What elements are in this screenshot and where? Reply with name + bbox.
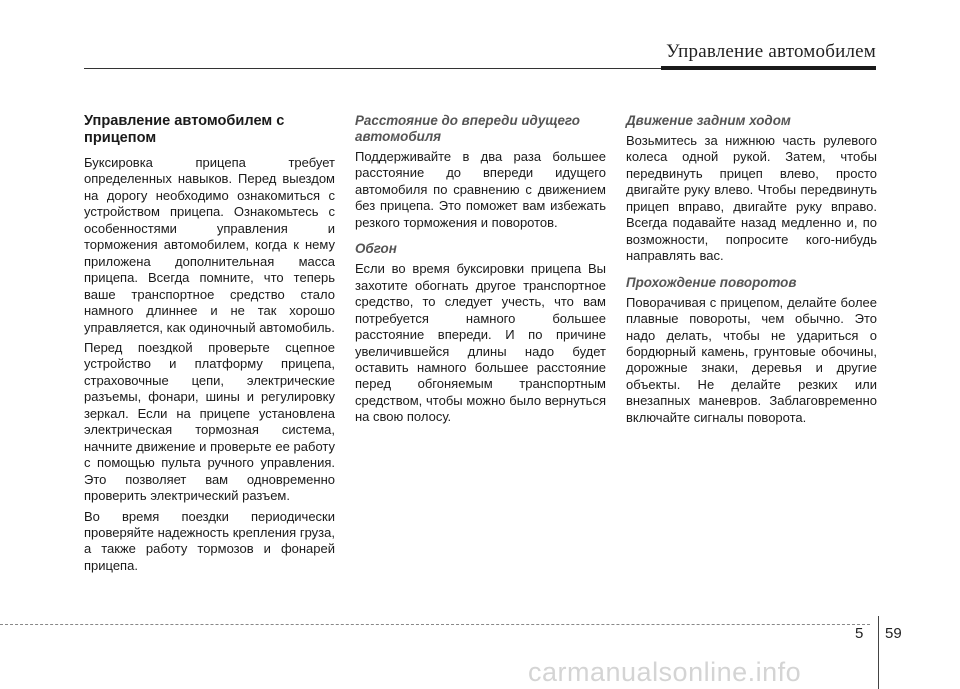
watermark: carmanualsonline.info [528, 657, 802, 687]
paragraph: Перед поездкой проверьте сцепное устройство и платформу прицепа, страховочные цепи, электрические разъемы, фонари, шины и регулировку зеркал. Если на прицепе установлена электрическая тормозная система, начните движение и проверьте ее работу с помощью пульта ручного управления. Это позволяет вам одновременно проверить электрический разъем. [84, 339, 335, 504]
running-header: Управление автомобилем [666, 41, 876, 62]
footer-dashed-line [0, 624, 870, 625]
subheading-following-distance: Расстояние до впереди идущего автомобиля [355, 113, 580, 144]
subheading-reversing: Движение задним ходом [626, 113, 791, 128]
paragraph: Во время поездки периодически проверяйте надежность крепления груза, а также работу тормозов и фонарей прицепа. [84, 508, 335, 573]
footer-divider [878, 616, 879, 689]
column-2 [355, 113, 606, 430]
header-rule-accent [661, 66, 876, 70]
section-heading-trailer-driving: Управление автомобилем с прицепом [84, 113, 285, 146]
subheading-overtaking: Обгон [355, 241, 397, 257]
paragraph: Поддерживайте в два раза большее расстояние до впереди идущего автомобиля по сравнению с движением без прицепа. Это поможет вам избежать резкого торможения и поворотов. [355, 149, 606, 230]
paragraph: Поворачивая с прицепом, делайте более плавные повороты, чем обычно. Это надо делать, чтобы не удариться о бордюрный камень, грунтовые обочины, дорожные знаки, деревья и другие объекты. Не делайте резких или внезапных маневров. Заблаговременно включайте сигналы поворота. [626, 294, 877, 425]
page-number: 59 [885, 625, 902, 642]
paragraph: Если во время буксировки прицепа Вы захотите обогнать другое транспортное средство, то следует учесть, что вам потребуется намного большее расстояние впереди. И по причине увеличившейся длины надо будет оставить намного большее расстояние перед обгоняемым транспортным средством, чтобы можно было вернуться на свою полосу. [355, 261, 606, 425]
column-3 [626, 113, 877, 430]
subheading-turning: Прохождение поворотов [626, 274, 797, 290]
paragraph: Возьмитесь за нижнюю часть рулевого колеса одной рукой. Затем, чтобы передвинуть прицеп влево, просто двигайте руку влево. Чтобы передвинуть прицеп вправо, двигайте руку вправо. Всегда подавайте назад медленно и, по возможности, попросите кого-нибудь направлять вас. [626, 133, 877, 264]
chapter-number: 5 [855, 625, 864, 642]
column-1 [84, 113, 335, 578]
paragraph: Буксировка прицепа требует определенных навыков. Перед выездом на дорогу необходимо ознакомиться с устройством прицепа. Ознакомьтесь с особенностями управления и торможения автомобилем, когда к нему приложена дополнительная масса прицепа. Всегда помните, что теперь ваше транспортное средство стало намного длиннее и не так хорошо управляется, как одиночный автомобиль. [84, 155, 335, 335]
